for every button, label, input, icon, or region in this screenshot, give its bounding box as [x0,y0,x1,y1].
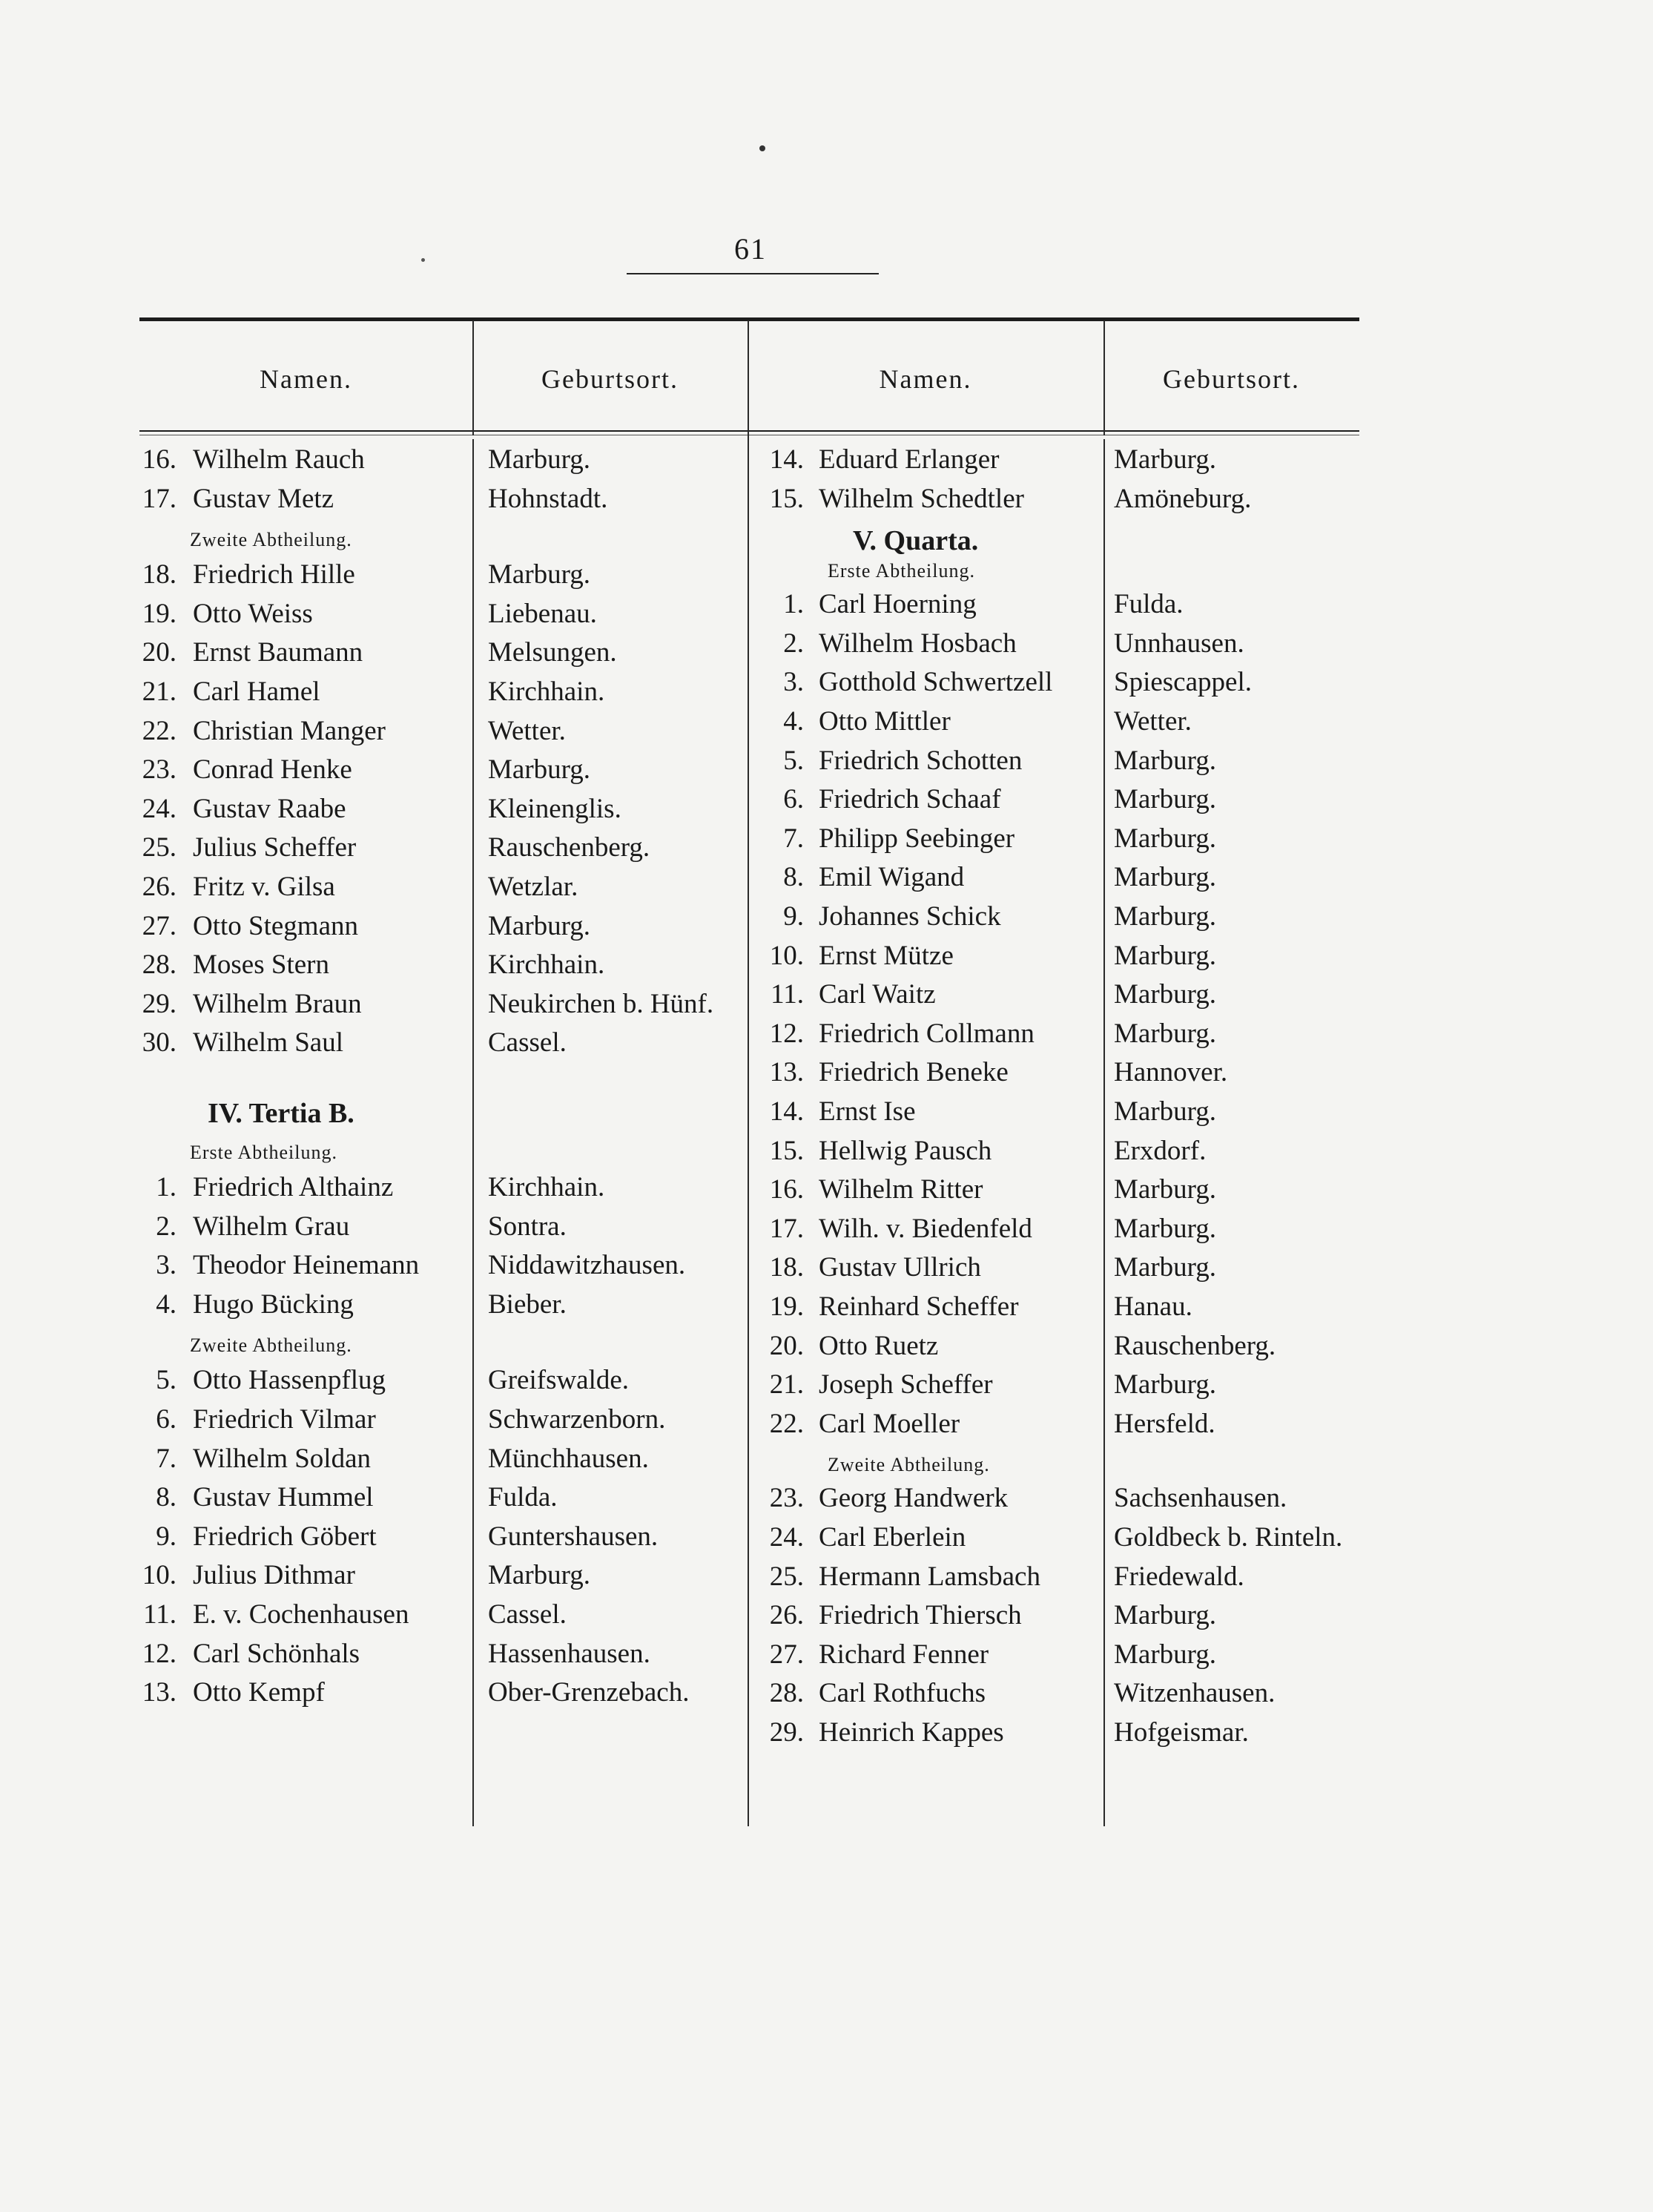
student-name: Carl Moeller [819,1408,960,1439]
birthplace: Kleinenglis. [488,793,621,824]
entry-number: 8. [783,862,804,893]
student-name: Wilhelm Soldan [193,1443,372,1474]
entry-number: 5. [783,745,804,776]
birthplace: Marburg. [1114,940,1217,971]
entry-number: 26. [142,872,176,902]
student-name: Hugo Bücking [193,1288,354,1320]
entry-number: 22. [142,715,176,746]
entry-number: 23. [769,1483,804,1514]
birthplace: Marburg. [1114,1252,1217,1283]
entry-number: 9. [156,1521,176,1552]
student-name: Otto Ruetz [819,1330,939,1361]
student-name: Joseph Scheffer [819,1369,993,1400]
class-heading: IV. Tertia B. [208,1098,354,1129]
student-name: Ernst Ise [819,1096,916,1127]
entry-number: 1. [783,589,804,620]
entry-number: 7. [156,1443,176,1474]
entry-number: 9. [783,901,804,932]
entry-number: 27. [142,910,176,941]
student-name: Richard Fenner [819,1639,989,1670]
student-name: Otto Stegmann [193,910,359,941]
entry-number: 8. [156,1482,176,1513]
birthplace: Fulda. [1114,589,1184,620]
birthplace: Liebenau. [488,598,597,629]
birthplace: Erxdorf. [1114,1135,1207,1166]
student-name: Ernst Baumann [193,637,363,668]
entry-number: 7. [783,823,804,854]
student-name: Wilhelm Schedtler [819,483,1024,514]
entry-number: 5. [156,1365,176,1396]
student-name: Otto Weiss [193,598,313,629]
entry-number: 15. [769,1135,804,1166]
birthplace: Rauschenberg. [1114,1330,1276,1361]
birthplace: Marburg. [1114,1096,1217,1127]
student-name: Friedrich Vilmar [193,1404,376,1435]
student-name: Theodor Heinemann [193,1250,420,1281]
student-name: Gustav Raabe [193,793,346,824]
entry-number: 15. [769,483,804,514]
student-name: Christian Manger [193,715,386,746]
entry-number: 21. [769,1369,804,1400]
header-birthplace-left: Geburtsort. [541,364,679,394]
student-name: Wilhelm Rauch [193,444,365,475]
birthplace: Rauschenberg. [488,832,650,863]
student-name: Hellwig Pausch [819,1135,992,1166]
birthplace: Goldbeck b. Rinteln. [1114,1522,1343,1553]
birthplace: Hanau. [1114,1291,1192,1322]
birthplace: Marburg. [1114,1639,1217,1670]
student-name: Heinrich Kappes [819,1717,1004,1748]
birthplace: Guntershausen. [488,1521,659,1552]
birthplace: Greifswalde. [488,1365,630,1396]
birthplace: Spiescappel. [1114,667,1252,698]
birthplace: Marburg. [1114,444,1217,475]
entry-number: 16. [769,1174,804,1205]
birthplace: Kirchhain. [488,677,605,707]
birthplace: Marburg. [1114,1174,1217,1205]
student-name: Friedrich Thiersch [819,1600,1022,1631]
entry-number: 10. [142,1560,176,1591]
birthplace: Melsungen. [488,637,617,668]
student-name: Wilhelm Hosbach [819,628,1017,659]
student-name: Otto Mittler [819,706,951,737]
section-label: Zweite Abtheilung. [828,1454,990,1476]
entry-number: 2. [156,1211,176,1242]
entry-number: 25. [769,1561,804,1592]
birthplace: Marburg. [488,910,591,941]
birthplace: Cassel. [488,1599,567,1630]
entry-number: 3. [783,667,804,698]
student-name: Reinhard Scheffer [819,1291,1019,1322]
entry-number: 13. [769,1057,804,1088]
birthplace: Unnhausen. [1114,628,1244,659]
student-name: Johannes Schick [819,901,1001,932]
birthplace: Wetter. [488,715,566,746]
birthplace: Neukirchen b. Hünf. [488,988,714,1019]
entry-number: 6. [783,784,804,815]
student-name: Wilh. v. Biedenfeld [819,1213,1032,1244]
student-name: Eduard Erlanger [819,444,1000,475]
student-name: Friedrich Althainz [193,1172,394,1202]
birthplace: Marburg. [1114,823,1217,854]
birthplace: Marburg. [488,444,591,475]
student-name: Carl Rothfuchs [819,1678,986,1709]
entry-number: 23. [142,754,176,786]
entry-number: 10. [769,940,804,971]
birthplace: Sontra. [488,1211,567,1242]
student-name: Carl Waitz [819,979,936,1010]
birthplace: Marburg. [488,559,591,590]
birthplace: Ober-Grenzebach. [488,1677,690,1708]
student-name: Moses Stern [193,949,329,981]
birthplace: Hohnstadt. [488,483,608,514]
birthplace: Kirchhain. [488,1172,605,1202]
entry-number: 18. [142,559,176,590]
birthplace: Marburg. [1114,1600,1217,1631]
student-name: Carl Eberlein [819,1522,966,1553]
entry-number: 29. [142,988,176,1019]
header-names-right: Namen. [879,364,972,394]
entry-number: 24. [142,793,176,824]
birthplace: Friedewald. [1114,1561,1244,1592]
birthplace: Schwarzenborn. [488,1404,666,1435]
entry-number: 18. [769,1252,804,1283]
entry-number: 14. [769,1096,804,1127]
entry-number: 12. [769,1018,804,1049]
page-number: 61 [734,232,767,266]
column-divider [472,439,474,1826]
student-name: Conrad Henke [193,754,352,786]
entry-number: 24. [769,1522,804,1553]
section-label: Zweite Abtheilung. [190,529,352,551]
entry-number: 28. [769,1678,804,1709]
entry-number: 6. [156,1404,176,1435]
birthplace: Hassenhausen. [488,1638,650,1669]
birthplace: Hofgeismar. [1114,1717,1249,1748]
student-name: Otto Hassenpflug [193,1365,386,1396]
birthplace: Marburg. [1114,1018,1217,1049]
entry-number: 29. [769,1717,804,1748]
birthplace: Fulda. [488,1482,558,1513]
student-name: Ernst Mütze [819,940,954,971]
student-name: Wilhelm Grau [193,1211,350,1242]
entry-number: 11. [771,979,804,1010]
student-name: Fritz v. Gilsa [193,872,335,902]
student-name: Wilhelm Saul [193,1027,344,1059]
birthplace: Marburg. [1114,1369,1217,1400]
student-name: Friedrich Schotten [819,745,1023,776]
birthplace: Cassel. [488,1027,567,1059]
section-label: Erste Abtheilung. [828,560,975,582]
birthplace: Niddawitzhausen. [488,1250,686,1281]
column-divider [748,320,749,1826]
entry-number: 30. [142,1027,176,1059]
student-name: Gustav Hummel [193,1482,374,1513]
entry-number: 20. [769,1330,804,1361]
entry-number: 14. [769,444,804,475]
entry-number: 16. [142,444,176,475]
student-name: E. v. Cochenhausen [193,1599,409,1630]
birthplace: Münchhausen. [488,1443,649,1474]
student-name: Friedrich Collmann [819,1018,1035,1049]
student-name: Friedrich Hille [193,559,355,590]
student-name: Friedrich Beneke [819,1057,1009,1088]
header-names-left: Namen. [260,364,352,394]
column-divider [1103,439,1105,1826]
entry-number: 19. [769,1291,804,1322]
birthplace: Marburg. [1114,901,1217,932]
student-name: Julius Dithmar [193,1560,355,1591]
student-name: Hermann Lamsbach [819,1561,1040,1592]
entry-number: 1. [156,1172,176,1202]
entry-number: 27. [769,1639,804,1670]
table-top-rule [139,317,1359,321]
birthplace: Marburg. [1114,979,1217,1010]
student-name: Gustav Metz [193,483,334,514]
student-name: Gustav Ullrich [819,1252,981,1283]
birthplace: Marburg. [1114,862,1217,893]
student-name: Philipp Seebinger [819,823,1015,854]
entry-number: 25. [142,832,176,863]
entry-number: 2. [783,628,804,659]
entry-number: 28. [142,949,176,981]
entry-number: 12. [142,1638,176,1669]
birthplace: Kirchhain. [488,949,605,981]
student-name: Emil Wigand [819,862,965,893]
student-name: Wilhelm Ritter [819,1174,983,1205]
birthplace: Sachsenhausen. [1114,1483,1287,1514]
birthplace: Wetzlar. [488,872,578,902]
birthplace: Amöneburg. [1114,483,1252,514]
birthplace: Marburg. [1114,784,1217,815]
birthplace: Marburg. [488,1560,591,1591]
entry-number: 3. [156,1250,176,1281]
birthplace: Marburg. [488,754,591,786]
entry-number: 26. [769,1600,804,1631]
entry-number: 4. [156,1288,176,1320]
entry-number: 13. [142,1677,176,1708]
printed-dot [759,145,765,151]
section-label: Zweite Abtheilung. [190,1334,352,1357]
header-birthplace-right: Geburtsort. [1163,364,1300,394]
printed-dot [421,258,425,262]
student-name: Otto Kempf [193,1677,325,1708]
class-heading: V. Quarta. [853,525,979,557]
entry-number: 17. [142,483,176,514]
entry-number: 17. [769,1213,804,1244]
entry-number: 11. [143,1599,176,1630]
entry-number: 21. [142,677,176,707]
birthplace: Hannover. [1114,1057,1228,1088]
birthplace: Wetter. [1114,706,1192,737]
student-name: Julius Scheffer [193,832,357,863]
entry-number: 22. [769,1408,804,1439]
student-name: Friedrich Göbert [193,1521,377,1552]
page-number-rule [627,273,879,274]
entry-number: 20. [142,637,176,668]
student-name: Friedrich Schaaf [819,784,1001,815]
student-name: Carl Hamel [193,677,320,707]
section-label: Erste Abtheilung. [190,1142,337,1163]
student-name: Gotthold Schwertzell [819,667,1053,698]
birthplace: Marburg. [1114,1213,1217,1244]
student-name: Carl Hoerning [819,589,977,620]
student-name: Carl Schönhals [193,1638,360,1669]
entry-number: 4. [783,706,804,737]
student-name: Wilhelm Braun [193,988,362,1019]
birthplace: Bieber. [488,1288,567,1320]
birthplace: Hersfeld. [1114,1408,1215,1439]
birthplace: Witzenhausen. [1114,1678,1276,1709]
table-header-rule [139,430,1359,432]
birthplace: Marburg. [1114,745,1217,776]
entry-number: 19. [142,598,176,629]
student-name: Georg Handwerk [819,1483,1009,1514]
